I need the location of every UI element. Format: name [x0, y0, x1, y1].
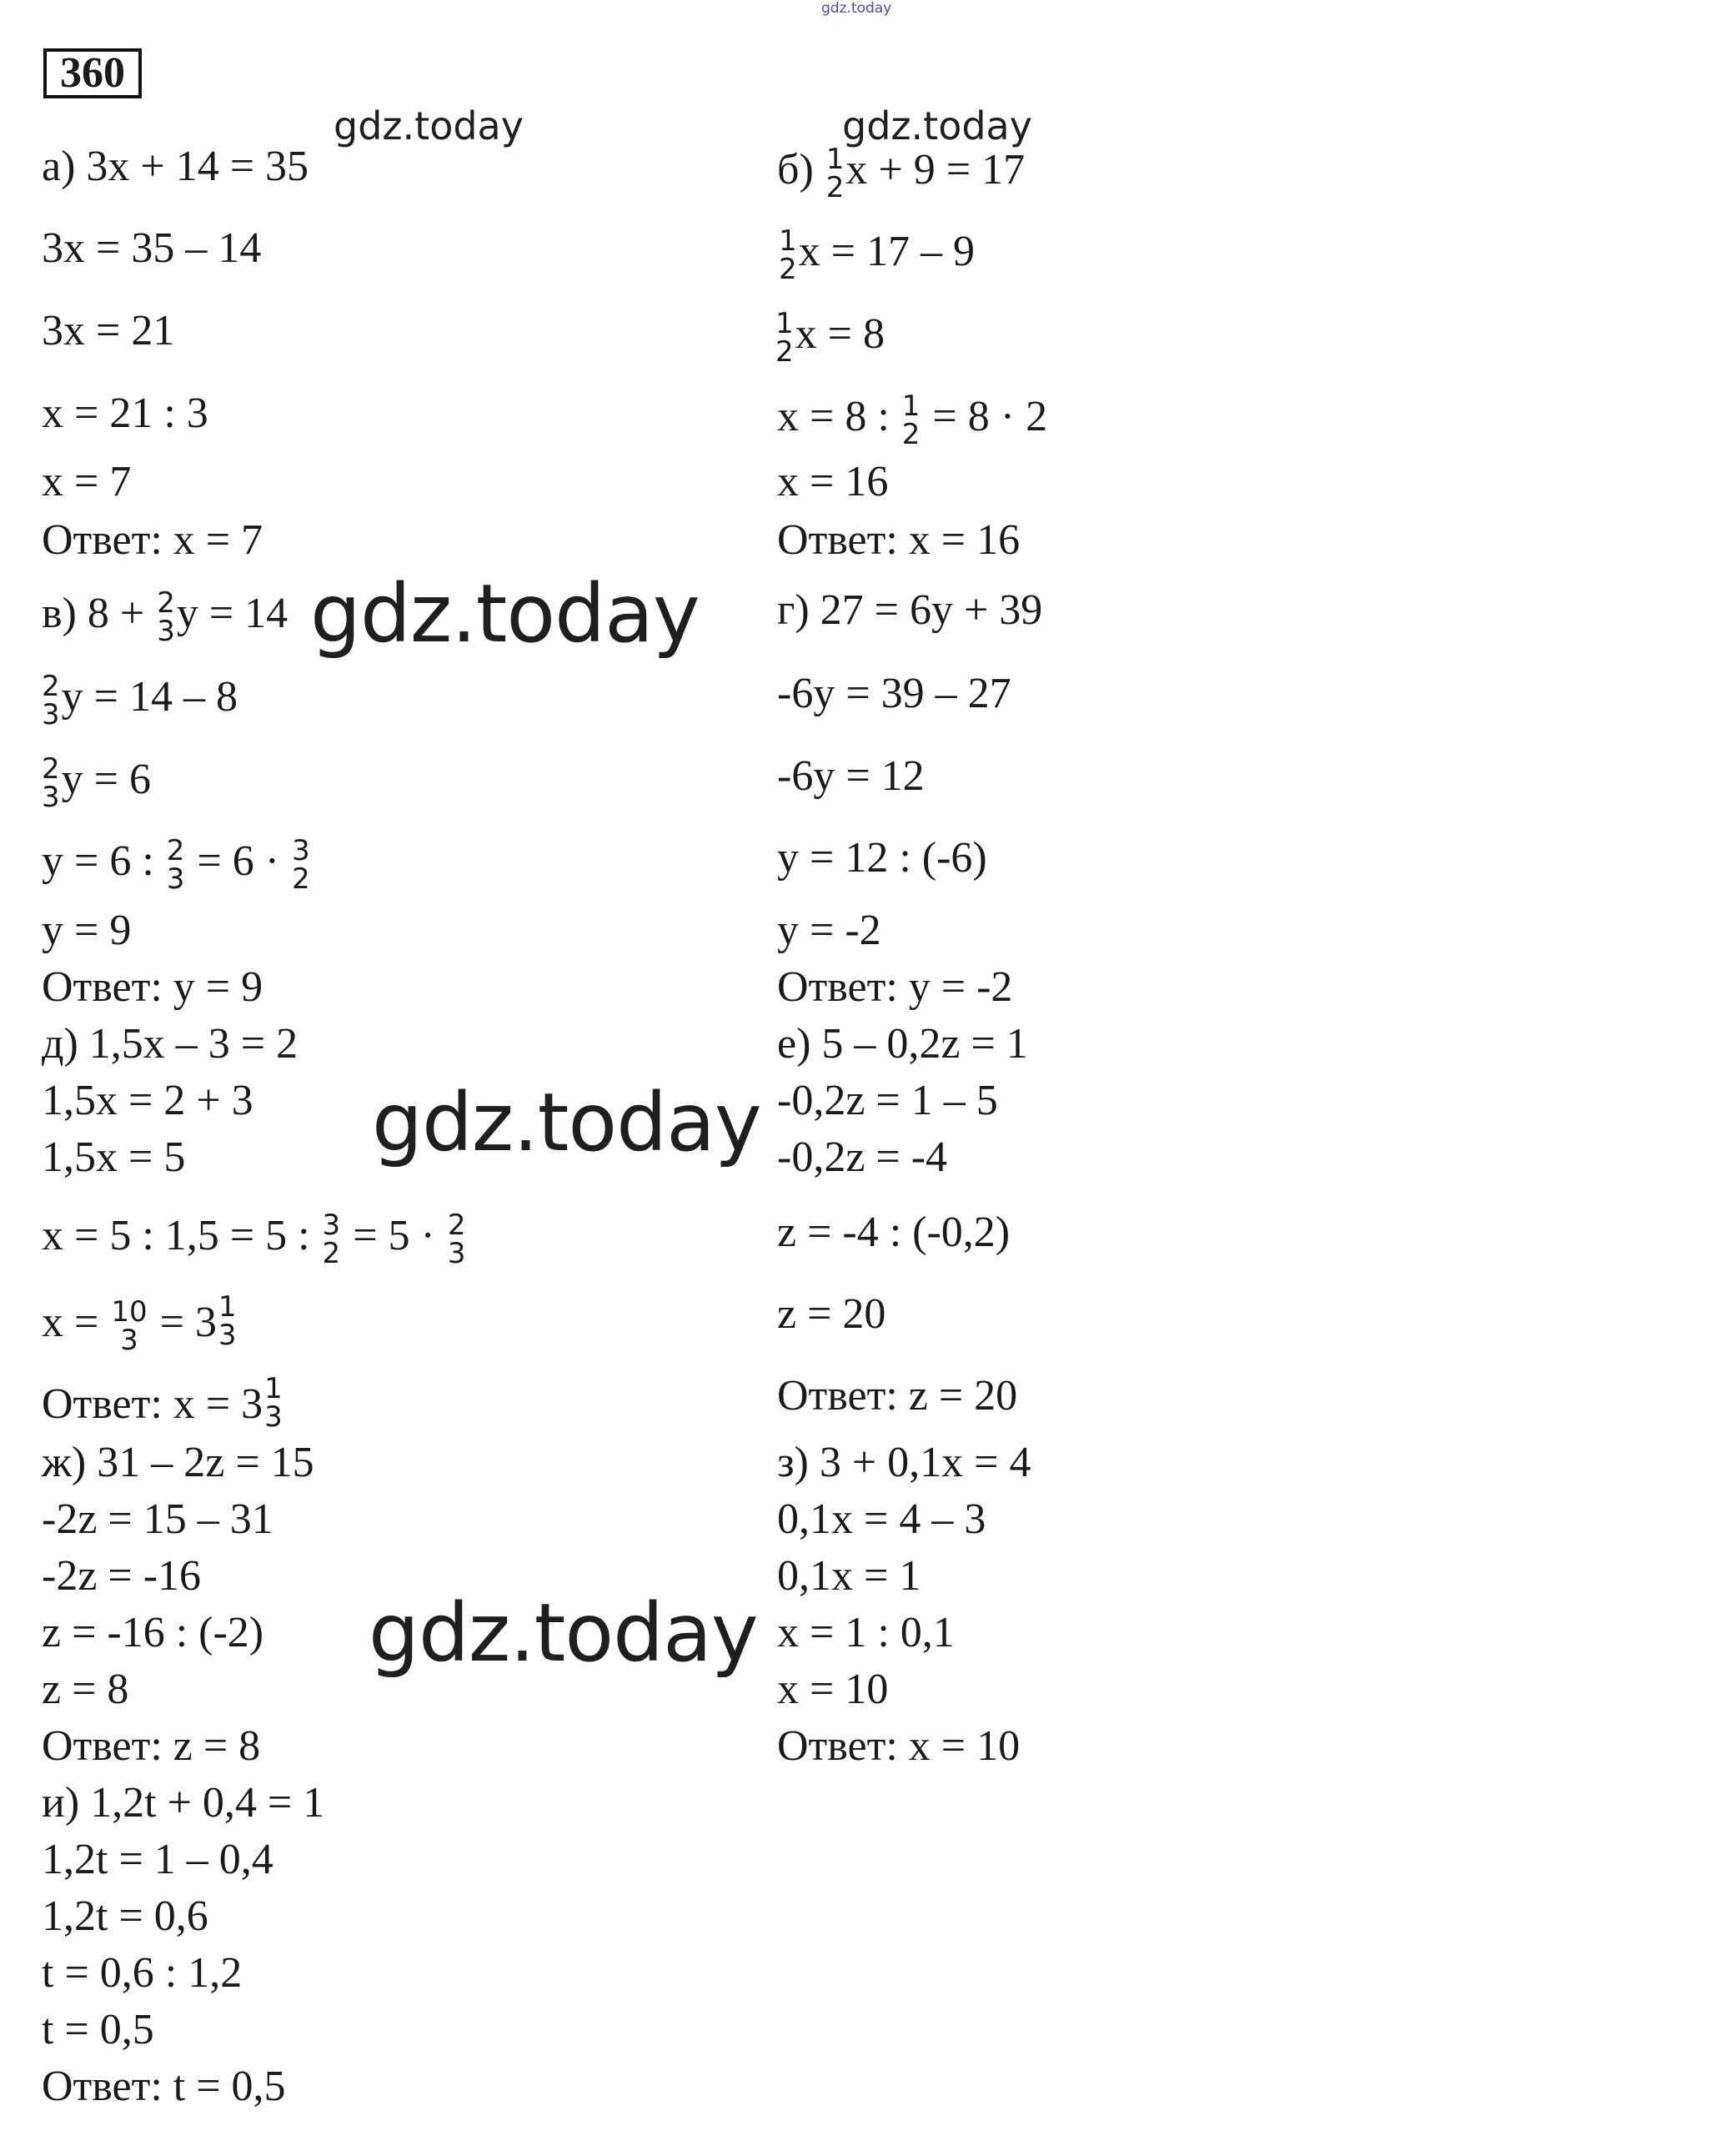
part-b-line-3: [774, 307, 885, 369]
part-i-line-1: и) 1,2t + 0,4 = 1: [42, 1779, 325, 1827]
part-d-line-2: 1,5x = 2 + 3: [42, 1077, 253, 1124]
top-watermark: gdz.today: [821, 0, 892, 17]
part-d-text: = 5 ·: [342, 1211, 446, 1259]
part-v-line-4: [42, 834, 312, 896]
part-d-line-5: [42, 1290, 238, 1358]
denominator: 3: [264, 1400, 283, 1434]
part-zh-line-3: -2z = -16: [42, 1552, 202, 1600]
part-e-line-2: -0,2z = 1 – 5: [777, 1077, 998, 1124]
part-b-text: x = 17 – 9: [798, 227, 975, 275]
part-g-line-2: -6y = 39 – 27: [777, 670, 1011, 717]
part-zh-line-2: -2z = 15 – 31: [42, 1495, 273, 1543]
part-v-line-1: [42, 586, 288, 648]
denominator: 3: [218, 1319, 237, 1352]
part-b-line-5: x = 16: [777, 458, 889, 505]
denominator: 3: [166, 862, 185, 896]
fraction: [901, 389, 921, 451]
part-b-text: б): [777, 145, 825, 193]
fraction: [292, 834, 310, 896]
part-b-text: x = 8: [795, 309, 885, 358]
fraction: [775, 307, 794, 369]
denominator: 2: [825, 171, 845, 204]
part-v-text: = 6 ·: [186, 837, 291, 885]
part-g-line-3: -6y = 12: [777, 752, 925, 800]
part-b-text: x + 9 = 17: [845, 145, 1026, 193]
part-a-answer: Ответ: x = 7: [42, 516, 263, 564]
numerator: 2: [42, 752, 60, 786]
denominator: 3: [42, 698, 60, 731]
fraction: [157, 586, 175, 648]
part-z-answer: Ответ: x = 10: [777, 1722, 1021, 1770]
fraction: [448, 1211, 466, 1268]
part-i-line-4: t = 0,6 : 1,2: [42, 1949, 243, 1997]
numerator: 1: [218, 1290, 237, 1324]
denominator: 3: [447, 1237, 466, 1270]
numerator: 2: [447, 1209, 466, 1242]
numerator: 2: [157, 586, 175, 620]
part-b-answer: Ответ: x = 16: [777, 516, 1021, 564]
part-d-text: Ответ: x = 3: [42, 1380, 263, 1428]
part-d-line-4: [42, 1211, 467, 1268]
part-d-text: = 3: [148, 1299, 217, 1346]
part-zh-line-4: z = -16 : (-2): [42, 1609, 264, 1656]
fraction: [323, 1211, 341, 1268]
denominator: 3: [157, 615, 175, 648]
part-z-line-5: x = 10: [777, 1666, 889, 1713]
denominator: 2: [779, 253, 797, 286]
denominator: 2: [901, 418, 921, 451]
watermark: gdz.today: [372, 1076, 761, 1169]
part-v-text: y = 6: [61, 755, 151, 803]
denominator: 2: [775, 335, 794, 369]
numerator: 1: [901, 389, 921, 423]
denominator: 2: [322, 1237, 341, 1270]
part-i-line-2: 1,2t = 1 – 0,4: [42, 1836, 273, 1883]
part-d-line-1: д) 1,5x – 3 = 2: [42, 1020, 299, 1068]
part-g-line-4: y = 12 : (-6): [777, 834, 987, 882]
part-d-text: x = 5 : 1,5 = 5 :: [42, 1211, 321, 1259]
part-a-line-4: x = 21 : 3: [42, 389, 208, 437]
part-a-line-1: а) 3x + 14 = 35: [42, 143, 309, 190]
watermark: gdz.today: [842, 103, 1032, 148]
part-e-line-3: -0,2z = -4: [777, 1133, 948, 1181]
watermark: gdz.today: [369, 1586, 758, 1680]
part-b-line-1: [777, 145, 1025, 202]
denominator: 3: [120, 1324, 138, 1358]
part-b-line-2: [777, 224, 975, 286]
numerator: 2: [166, 834, 185, 867]
numerator: 3: [292, 834, 310, 867]
part-v-line-5: y = 9: [42, 907, 132, 954]
part-d-text: x =: [42, 1299, 110, 1346]
part-z-line-1: з) 3 + 0,1x = 4: [777, 1439, 1031, 1486]
part-b-text: = 8 · 2: [921, 392, 1048, 440]
part-d-line-3: 1,5x = 5: [42, 1133, 186, 1181]
watermark: gdz.today: [334, 103, 524, 148]
part-zh-line-1: ж) 31 – 2z = 15: [42, 1439, 314, 1486]
numerator: 1: [775, 307, 794, 340]
numerator: 10: [111, 1295, 148, 1329]
fraction: [218, 1290, 237, 1352]
fraction: [166, 834, 185, 896]
part-e-line-1: е) 5 – 0,2z = 1: [777, 1020, 1028, 1068]
part-a-line-5: x = 7: [42, 458, 132, 505]
part-v-text: y = 14 – 8: [61, 672, 238, 721]
fraction: [42, 672, 60, 729]
part-v-text: y = 6 :: [42, 837, 165, 885]
part-v-answer: Ответ: y = 9: [42, 963, 263, 1011]
part-i-line-5: t = 0,5: [42, 2006, 154, 2053]
part-i-answer: Ответ: t = 0,5: [42, 2063, 286, 2110]
part-b-line-4: [777, 389, 1048, 451]
watermark: gdz.today: [310, 567, 700, 661]
part-zh-answer: Ответ: z = 8: [42, 1722, 261, 1770]
part-g-line-1: г) 27 = 6y + 39: [777, 586, 1043, 634]
part-zh-line-5: z = 8: [42, 1666, 129, 1713]
fraction: [264, 1372, 283, 1434]
numerator: 1: [779, 224, 797, 258]
part-e-line-4: z = -4 : (-0,2): [777, 1209, 1011, 1256]
part-z-line-4: x = 1 : 0,1: [777, 1609, 955, 1656]
fraction: [826, 145, 845, 202]
part-v-text: y = 14: [176, 589, 288, 637]
part-e-line-5: z = 20: [777, 1290, 886, 1338]
part-v-line-3: [42, 752, 151, 814]
part-a-line-2: 3x = 35 – 14: [42, 224, 262, 272]
numerator: 1: [825, 143, 845, 176]
part-g-answer: Ответ: y = -2: [777, 963, 1013, 1011]
part-a-line-3: 3x = 21: [42, 307, 175, 354]
numerator: 1: [264, 1372, 283, 1405]
numerator: 3: [322, 1209, 341, 1242]
problem-number: 360: [43, 48, 142, 98]
part-e-answer: Ответ: z = 20: [777, 1372, 1018, 1420]
part-i-line-3: 1,2t = 0,6: [42, 1892, 208, 1940]
fraction: [779, 224, 797, 286]
part-v-text: в) 8 +: [42, 589, 156, 637]
part-z-line-3: 0,1x = 1: [777, 1552, 921, 1600]
numerator: 2: [42, 670, 60, 703]
fraction: [42, 752, 60, 814]
fraction: [111, 1295, 148, 1358]
part-b-text: x = 8 :: [777, 392, 901, 440]
part-g-line-5: y = -2: [777, 907, 881, 954]
denominator: 2: [292, 862, 310, 896]
part-z-line-2: 0,1x = 4 – 3: [777, 1495, 986, 1543]
part-d-answer: [42, 1372, 284, 1434]
denominator: 3: [42, 781, 60, 814]
part-v-line-2: [42, 672, 238, 729]
